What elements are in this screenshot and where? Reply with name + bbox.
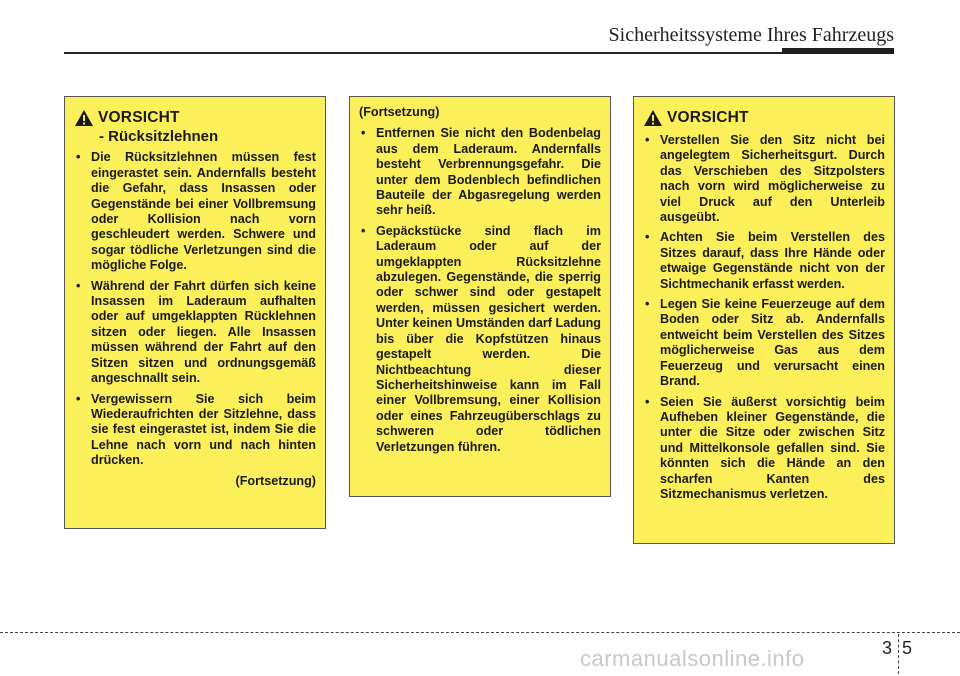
warning-triangle-icon	[643, 109, 663, 127]
caution-heading-row	[74, 109, 316, 127]
chapter-number: 3	[882, 638, 893, 658]
caution-heading: VORSICHT	[667, 109, 749, 127]
watermark: carmanualsonline.info	[580, 646, 805, 671]
list-item: • Vergewissern Sie sich beim Wiederaufrichten der Sitzlehne, dass sie fest eingerastet ist, indem Sie die Lehne nach vorn und nach hinten drücken.	[74, 392, 316, 469]
caution-bullet-list	[643, 133, 885, 502]
caution-bullet-list	[359, 126, 601, 455]
header-rule-accent	[782, 48, 894, 54]
caution-heading: VORSICHT	[98, 109, 180, 127]
caution-box-rear-seatbacks	[64, 96, 326, 529]
list-item: • Achten Sie beim Verstellen des Sitzes darauf, dass Ihre Hände oder etwaige Gegenstände nicht von der Sichtmechanik erfasst werden.	[643, 230, 885, 292]
footer-dashed-rule	[0, 632, 960, 633]
page-number: 5	[902, 638, 913, 658]
page-header-title: Sicherheitssysteme Ihres Fahrzeugs	[608, 24, 894, 46]
warning-triangle-icon	[74, 109, 94, 127]
caution-box-continued	[349, 96, 611, 497]
continued-note: (Fortsetzung)	[359, 105, 440, 119]
caution-bullet-list	[74, 150, 316, 468]
caution-heading-row	[643, 109, 885, 127]
list-item: • Die Rücksitzlehnen müssen fest eingerastet sein. Andernfalls besteht die Gefahr, dass Insassen oder Gegenstände bei einer Vollbremsung oder Kollision nach vorn geschleudert werden. Schwere und sogar tödliche Verletzungen sind die mögliche Folge.	[74, 150, 316, 273]
caution-subheading: - Rücksitzlehnen	[99, 128, 219, 145]
continued-note: (Fortsetzung)	[235, 473, 316, 488]
list-item: • Entfernen Sie nicht den Bodenbelag aus dem Laderaum. Andernfalls besteht Verbrennungsgefahr. Die unter dem Bodenblech befindlichen Bauteile der Abgasregelung werden sehr heiß.	[359, 126, 601, 218]
header-rule	[64, 52, 782, 54]
list-item: • Verstellen Sie den Sitz nicht bei angelegtem Sicherheitsgurt. Durch das Verschieben des Sitzpolsters nach vorn wird möglicherweise zu viel Druck auf den Unterleib ausgeübt.	[643, 133, 885, 225]
list-item: • Während der Fahrt dürfen sich keine Insassen im Laderaum aufhalten oder auf umgeklappten Rücklehnen sitzen oder liegen. Alle Insassen müssen während der Fahrt auf den Sitzen sitzen und ordnungsgemäß angeschnallt sein.	[74, 279, 316, 387]
list-item: • Gepäckstücke sind flach im Laderaum oder auf der umgeklappten Rücksitzlehne abzulegen. Gegenstände, die sperrig oder schwer sind oder gestapelt werden, müssen gesichert werden. Unter keinen Umständen darf Ladung bis über die Kopfstützen hinaus gestapelt werden. Die Nichtbeachtung dieser Sicherheitshinweise kann im Fall einer Vollbremsung, einer Kollision oder eines Fahrzeugüberschlags zu schweren oder tödlichen Verletzungen führen.	[359, 224, 601, 455]
caution-box-seat-adjustment	[633, 96, 895, 544]
list-item: • Legen Sie keine Feuerzeuge auf dem Boden oder Sitz ab. Andernfalls entweicht beim Verstellen des Sitzes möglicherweise Gas aus dem Feuerzeug und verursacht einen Brand.	[643, 297, 885, 389]
page-number-separator	[898, 634, 899, 674]
list-item: • Seien Sie äußerst vorsichtig beim Aufheben kleiner Gegenstände, die unter die Sitze oder zwischen Sitz und Mittelkonsole gefallen sind. Sie könnten sich die Hände an den scharfen Kanten des Sitzmechanismus verletzen.	[643, 395, 885, 503]
